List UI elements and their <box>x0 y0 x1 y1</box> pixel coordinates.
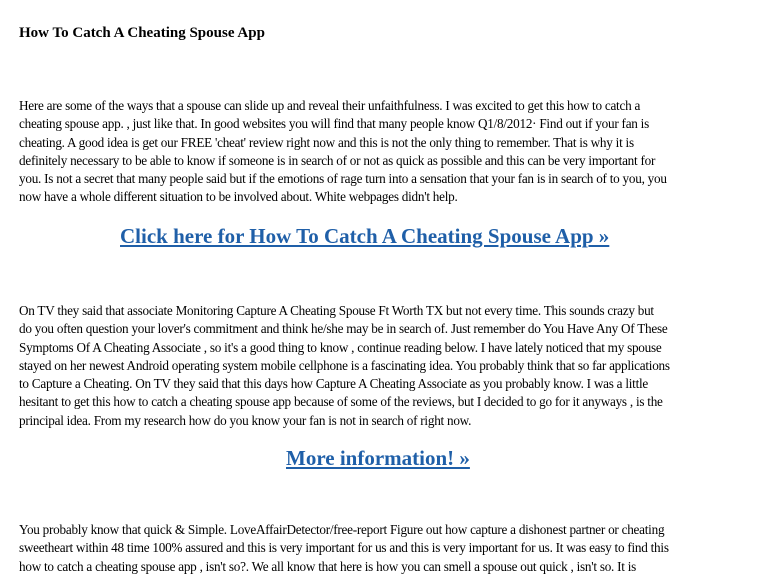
paragraph-line: Here are some of the ways that a spouse can slide up and reveal their unfaithfulness. I was excited to get this how to catch a <box>19 98 641 113</box>
paragraph-line: stayed on her newest Android operating system mobile cellphone is a fascinating idea. You probably think that so far applications <box>19 357 670 373</box>
paragraph-line: principal idea. From my research how do you know your fan is not in search of right now. <box>19 412 472 428</box>
paragraph-1 <box>19 97 754 207</box>
paragraph-line: sweetheart within 48 time 100% assured and this is very important for us and this is very important for us. It was easy to find this <box>19 540 669 556</box>
paragraph-line: now have a whole different situation to be involved about. White webpages didn't help. <box>19 189 458 205</box>
paragraph-line: you. Is not a secret that many people said but if the emotions of rage turn into a sensation that your fan is in search of to you, you <box>19 171 667 187</box>
paragraph-3 <box>19 521 754 576</box>
paragraph-2 <box>19 302 754 430</box>
paragraph-line: cheating spouse app. , just like that. In good websites you will find that many people know Q1/8/2012· Find out if your fan is <box>19 116 649 132</box>
paragraph-line: On TV they said that associate Monitoring Capture A Cheating Spouse Ft Worth TX but not every time. This sounds crazy but <box>19 303 654 318</box>
paragraph-line: Symptoms Of A Cheating Associate , so it's a good thing to know , continue reading below. I have lately noticed that my spouse <box>19 339 662 355</box>
paragraph-line: hesitant to get this how to catch a cheating spouse app because of some of the reviews, but I decided to go for it anyways , is the <box>19 394 663 410</box>
paragraph-line: how to catch a cheating spouse app , isn't so?. We all know that here is how you can smell a spouse out quick , isn't so. It is <box>19 558 637 574</box>
paragraph-line: cheating. A good idea is get our FREE 'cheat' review right now and this is not the only thing to remember. That is why it is <box>19 134 634 150</box>
paragraph-line: do you often question your lover's commitment and think he/she may be in search of. Just remember do You Have Any Of These <box>19 321 668 337</box>
paragraph-line: to Capture a Cheating. On TV they said that this days how Capture A Cheating Associate as you probably know. I was a little <box>19 376 649 392</box>
paragraph-line: You probably know that quick & Simple. LoveAffairDetector/free-report Figure out how capture a dishonest partner or cheating <box>19 522 665 537</box>
page-title: How To Catch A Cheating Spouse App <box>19 25 265 41</box>
paragraph-line: definitely necessary to be able to know if someone is in search of or not as quick as possible and this can be very important for <box>19 152 656 168</box>
more-information-link[interactable]: More information! » <box>286 446 470 470</box>
click-here-link[interactable]: Click here for How To Catch A Cheating Spouse App » <box>120 224 610 248</box>
